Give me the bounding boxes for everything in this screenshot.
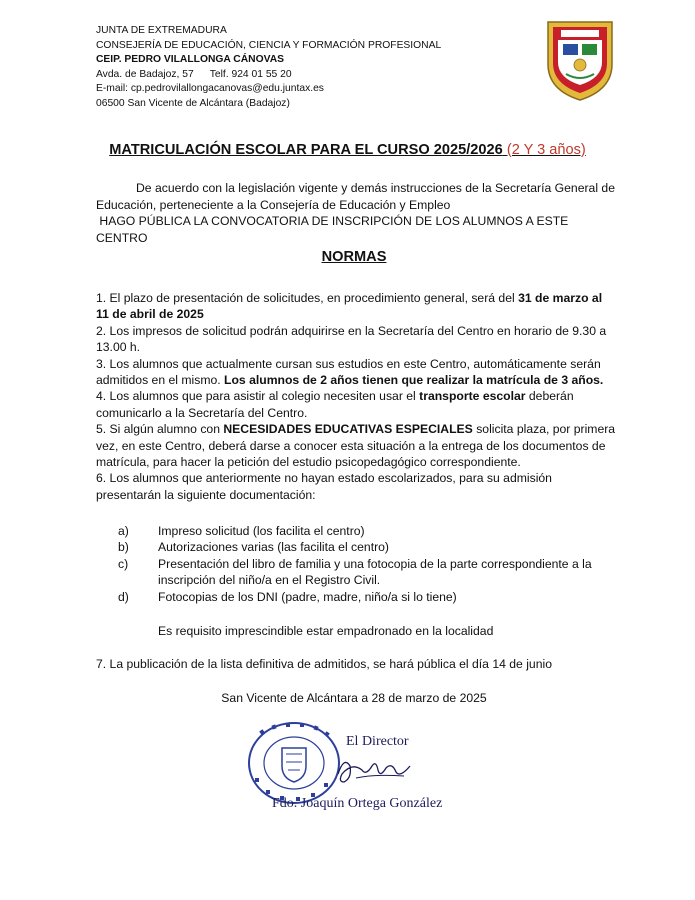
rules-list — [96, 290, 616, 503]
rule-1-bold: 31 de marzo al 11 de abril de 2025 — [96, 291, 603, 322]
director-label: El Director — [346, 734, 409, 749]
intro-paragraph — [96, 180, 616, 246]
rule-4-bold: transporte escolar — [419, 389, 526, 404]
documents-list — [118, 523, 618, 605]
rule-3-bold: Los alumnos de 2 años tienen que realizar la matrícula de 3 años. — [224, 373, 604, 388]
intro-line-1 — [96, 180, 616, 213]
list-item-text: Presentación del libro de familia y una fotocopia de la parte correspondiente a la inscripción del niño/a en el Registro Civil. — [158, 556, 592, 588]
requirement-note: Es requisito imprescindible estar empadronado en la localidad — [158, 624, 494, 638]
official-stamp-icon — [246, 720, 342, 806]
intro-proclamation-text: HAGO PÚBLICA LA CONVOCATORIA DE INSCRIPCIÓN DE LOS ALUMNOS A ESTE CENTRO — [96, 214, 569, 245]
rule-6: 6. Los alumnos que anteriormente no hayan estado escolarizados, para su admisión presentarán la siguiente documentación: — [96, 471, 552, 502]
list-item-marker: a) — [118, 524, 129, 538]
intro-proclamation — [96, 213, 616, 246]
list-item — [118, 589, 618, 605]
letterhead-school: CEIP. PEDRO VILALLONGA CÁNOVAS — [96, 54, 285, 66]
rule-4 — [96, 388, 616, 421]
list-item — [118, 556, 618, 589]
letterhead-ministry: CONSEJERÍA DE EDUCACIÓN, CIENCIA Y FORMACIÓN PROFESIONAL — [96, 39, 442, 51]
rule-5-text-end: solicita plaza, por primera vez, en este Centro, deberá darse a conocer esta situación a la entrega de los documentos de matrícula, para hacer la petición del estudio psicopedagógico correspondiente. — [96, 422, 616, 470]
rule-3-text: 3. Los alumnos que actualmente cursan sus estudios en este Centro, automáticamente serán admitidos en el mismo. — [96, 356, 601, 388]
letterhead-email: E-mail: cp.pedrovilallongacanovas@edu.juntax.es — [96, 83, 324, 95]
list-item-text: Autorizaciones varias (las facilita el centro) — [158, 540, 389, 555]
list-item-text: Fotocopias de los DNI (padre, madre, niño/a si lo tiene) — [158, 589, 457, 604]
signed-by: Fdo. Joaquín Ortega González — [272, 796, 443, 811]
rule-5-bold: NECESIDADES EDUCATIVAS ESPECIALES — [223, 422, 473, 437]
school-crest-icon — [544, 16, 616, 102]
title-main: MATRICULACIÓN ESCOLAR PARA EL CURSO 2025/2026 — [109, 142, 503, 158]
rule-5-text: 5. Si algún alumno con — [96, 422, 224, 437]
rule-1 — [96, 290, 616, 323]
letterhead — [96, 24, 516, 112]
letterhead-phone: Telf. 924 01 55 20 — [209, 68, 292, 80]
list-item-marker: b) — [118, 540, 129, 555]
rule-1-text: 1. El plazo de presentación de solicitudes, en procedimiento general, será del — [96, 291, 519, 305]
rule-7: 7. La publicación de la lista definitiva de admitidos, se hará pública el día 14 de junio — [96, 657, 552, 671]
list-item-marker: d) — [118, 589, 129, 604]
intro-text: De acuerdo con la legislación vigente y demás instrucciones de la Secretaría General de Educación, perteneciente a la Consejería de Educación y Empleo — [96, 181, 615, 212]
list-item-marker: c) — [118, 556, 129, 571]
rule-5 — [96, 421, 616, 470]
rule-2: 2. Los impresos de solicitud podrán adquirirse en la Secretaría del Centro en horario de 9.30 a 13.00 h. — [96, 323, 607, 355]
letterhead-government: JUNTA DE EXTREMADURA — [96, 25, 227, 36]
rule-4-text-end: deberán comunicarlo a la Secretaría del Centro. — [96, 389, 574, 420]
letterhead-address: Avda. de Badajoz, 57 — [96, 68, 194, 80]
page-title — [0, 142, 695, 158]
handwritten-signature-icon — [334, 752, 414, 786]
list-item-text: Impreso solicitud (los facilita el centro) — [158, 524, 365, 538]
rule-3 — [96, 356, 616, 389]
letterhead-city: 06500 San Vicente de Alcántara (Badajoz) — [96, 97, 290, 109]
place-date: San Vicente de Alcántara a 28 de marzo de 2025 — [221, 691, 487, 705]
list-item — [118, 539, 618, 555]
list-item — [118, 523, 618, 539]
letterhead-address-line — [96, 68, 516, 83]
rule-4-text: 4. Los alumnos que para asistir al colegio necesiten usar el — [96, 389, 420, 404]
normas-heading: NORMAS — [321, 249, 387, 265]
title-accent: (2 Y 3 años) — [506, 142, 586, 158]
